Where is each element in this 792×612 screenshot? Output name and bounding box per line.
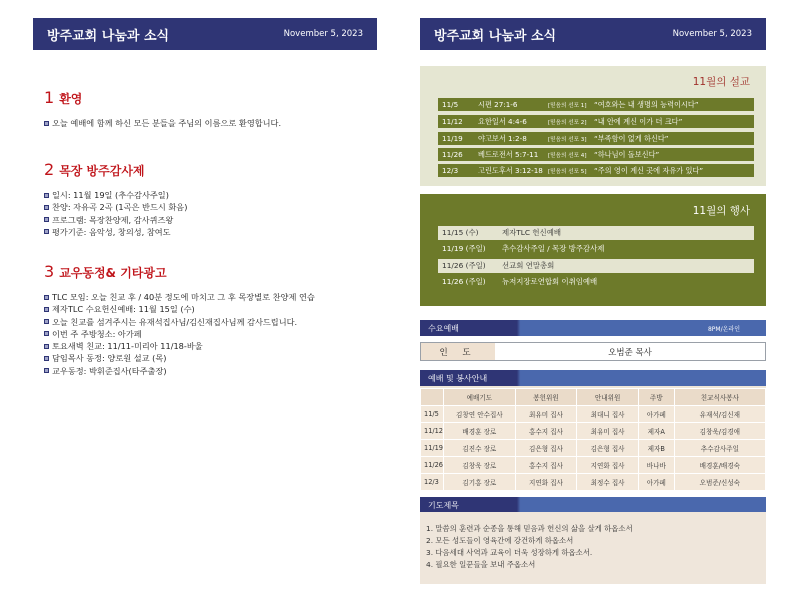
bullet-icon xyxy=(44,229,49,234)
sermon-series: [믿음의 선포 4] xyxy=(548,152,587,159)
sermon-row xyxy=(438,98,754,111)
bullet-icon xyxy=(44,307,49,312)
sermon-title: “하나님이 돌보신다” xyxy=(594,149,660,159)
table-cell: 최대니 집사 xyxy=(577,406,639,423)
table-cell: 아가페 xyxy=(638,406,674,423)
sermon-series: [믿음의 선포 3] xyxy=(548,136,587,143)
bullet-icon xyxy=(44,205,49,210)
event-description: 추수감사주일 / 목장 방주감사제 xyxy=(502,244,605,254)
sermon-date: 11/19 xyxy=(442,134,463,143)
section-title xyxy=(44,262,374,281)
sermon-scripture: 시편 27:1-6 xyxy=(478,99,518,109)
table-row xyxy=(421,423,766,440)
prayer-list xyxy=(420,523,633,571)
section-welcome xyxy=(44,88,374,129)
sermon-date: 11/26 xyxy=(442,150,463,159)
midweek-time: 8PM/온라인 xyxy=(707,325,740,333)
table-cell: 최정수 집사 xyxy=(577,474,639,491)
table-cell: 김창연 안수집사 xyxy=(444,406,516,423)
column-header: 예배기도 xyxy=(444,389,516,406)
table-cell: 오범준/신성숙 xyxy=(674,474,765,491)
column-header-date xyxy=(421,389,444,406)
list-item: 담임목사 동정: 양로원 설교 (목) xyxy=(44,352,374,364)
list-item: 오늘 친교를 섬겨주시는 유재석집사님/김신재집사님께 감사드립니다. xyxy=(44,316,374,328)
right-header-date: November 5, 2023 xyxy=(672,29,752,39)
sermon-series: [믿음의 선포 5] xyxy=(548,168,587,175)
list-item: 일시: 11월 19일 (추수감사주일) xyxy=(44,189,374,201)
sermon-scripture: 야고보서 1:2-8 xyxy=(478,133,527,143)
table-cell: 아가페 xyxy=(638,474,674,491)
bullet-icon xyxy=(44,356,49,361)
right-header xyxy=(420,18,766,50)
section-number: 1 xyxy=(44,88,55,107)
table-row xyxy=(421,457,766,474)
table-row xyxy=(421,406,766,423)
table-cell: 김창욱 장로 xyxy=(444,457,516,474)
table-row xyxy=(421,474,766,491)
midweek-leader-name: 오범준 목사 xyxy=(608,347,652,358)
list-item: 이번 주 주방청소: 아가페 xyxy=(44,328,374,340)
list-item: 교우동정: 박휘준집사(타주출장) xyxy=(44,365,374,377)
section-thanksgiving xyxy=(44,160,374,238)
midweek-leader-label: 인 도 xyxy=(421,343,495,360)
table-cell-date: 11/12 xyxy=(421,423,444,440)
section-heading: 환영 xyxy=(59,92,83,106)
worship-table-wrap xyxy=(420,386,766,490)
table-cell: 김은형 집사 xyxy=(515,440,577,457)
table-cell: 제자A xyxy=(638,423,674,440)
column-header: 주방 xyxy=(638,389,674,406)
list-item: 제자TLC 수요헌신예배: 11월 15일 (수) xyxy=(44,303,374,315)
event-row xyxy=(438,259,754,273)
section-title xyxy=(44,160,374,179)
sermon-series: [믿음의 선포 1] xyxy=(548,102,587,109)
section-number: 3 xyxy=(44,262,55,281)
bullet-icon xyxy=(44,295,49,300)
sermon-schedule xyxy=(420,66,766,186)
sermon-scripture: 베드로전서 5:7-11 xyxy=(478,149,539,159)
table-cell: 지연화 집사 xyxy=(515,474,577,491)
sermon-date: 12/3 xyxy=(442,166,459,175)
prayer-item: 2. 모든 성도들이 영육간에 강건하게 하옵소서 xyxy=(426,536,574,545)
table-cell: 바나바 xyxy=(638,457,674,474)
prayer-item: 4. 필요한 일꾼들을 보내 주옵소서 xyxy=(426,560,536,569)
section-number: 2 xyxy=(44,160,55,179)
sermon-scripture: 요한일서 4:4-6 xyxy=(478,116,527,126)
bullet-icon xyxy=(44,121,49,126)
sermon-row xyxy=(438,148,754,161)
table-cell: 지연화 집사 xyxy=(577,457,639,474)
list-item: 오늘 예배에 함께 하신 모든 분들을 주님의 이름으로 환영합니다. xyxy=(44,117,374,129)
column-header: 친교식사봉사 xyxy=(674,389,765,406)
section-heading: 목장 방주감사제 xyxy=(59,164,145,178)
sermon-row xyxy=(438,164,754,177)
bullet-icon xyxy=(44,319,49,324)
sermon-title: “부족함이 없게 하신다” xyxy=(594,133,669,143)
midweek-leader-row xyxy=(420,342,766,361)
prayer-title: 기도제목 xyxy=(428,500,459,510)
prayer-item: 1. 말씀의 훈련과 순종을 통해 믿음과 헌신의 삶을 살게 하옵소서 xyxy=(426,524,633,533)
midweek-header xyxy=(420,320,766,336)
list-item: 토요새벽 친교: 11/11-미리아 11/18-바울 xyxy=(44,340,374,352)
table-header-row xyxy=(421,389,766,406)
right-page xyxy=(396,0,792,612)
event-description: 뉴저지장로연합회 이취임예배 xyxy=(502,277,598,287)
table-cell: 김진수 장로 xyxy=(444,440,516,457)
bullet-icon xyxy=(44,368,49,373)
table-cell: 추수감사주일 xyxy=(674,440,765,457)
sermon-scripture: 고린도후서 3:12-18 xyxy=(478,165,543,175)
list-item: 찬양: 자유곡 2곡 (1곡은 반드시 화음) xyxy=(44,201,374,213)
section-news xyxy=(44,262,374,377)
table-cell: 최유미 집사 xyxy=(577,423,639,440)
table-cell-date: 11/19 xyxy=(421,440,444,457)
column-header: 봉헌위원 xyxy=(515,389,577,406)
worship-table xyxy=(420,388,766,491)
prayer-header xyxy=(420,497,766,513)
table-cell-date: 11/26 xyxy=(421,457,444,474)
left-header-date: November 5, 2023 xyxy=(283,29,363,39)
table-cell: 최유미 집사 xyxy=(515,406,577,423)
list-item: TLC 모임: 오늘 친교 후 / 40분 정도에 마치고 그 후 목장별로 찬양제 연습 xyxy=(44,291,374,303)
event-row xyxy=(438,242,754,256)
sermon-row xyxy=(438,132,754,145)
section-heading: 교우동정& 기타광고 xyxy=(59,266,167,280)
bullet-icon xyxy=(44,217,49,222)
table-cell: 김은형 집사 xyxy=(577,440,639,457)
table-cell: 제자B xyxy=(638,440,674,457)
section-title xyxy=(44,88,374,107)
sermon-series: [믿음의 선포 2] xyxy=(548,119,587,126)
table-cell: 배경훈/배경숙 xyxy=(674,457,765,474)
worship-title: 예배 및 봉사안내 xyxy=(428,373,488,383)
events-schedule-title: 11월의 행사 xyxy=(692,205,750,217)
bullet-icon xyxy=(44,193,49,198)
list-item: 평가기준: 음악성, 창의성, 참여도 xyxy=(44,226,374,238)
table-cell: 홍수지 집사 xyxy=(515,457,577,474)
table-cell: 김기홍 장로 xyxy=(444,474,516,491)
table-row xyxy=(421,440,766,457)
sermon-title: “여호와는 내 생명의 능력이시다” xyxy=(594,99,699,109)
prayer-item: 3. 다음세대 사역과 교육이 더욱 성장하게 하옵소서. xyxy=(426,548,593,557)
sermon-title: “내 안에 계신 이가 더 크다” xyxy=(594,116,683,126)
worship-header xyxy=(420,370,766,386)
event-date: 11/19 (주일) xyxy=(442,244,486,254)
sermon-schedule-title: 11월의 설교 xyxy=(692,76,750,88)
table-cell: 유재석/김신재 xyxy=(674,406,765,423)
prayer-list-box xyxy=(420,512,766,584)
bullet-icon xyxy=(44,344,49,349)
event-row xyxy=(438,226,754,240)
table-cell: 배경훈 장로 xyxy=(444,423,516,440)
left-header-title: 방주교회 나눔과 소식 xyxy=(47,28,170,44)
table-cell-date: 11/5 xyxy=(421,406,444,423)
left-header xyxy=(33,18,377,50)
sermon-title: “주의 영이 계신 곳에 자유가 있다” xyxy=(594,165,704,175)
list-item: 프로그램: 목장찬양제, 감사퀴즈왕 xyxy=(44,214,374,226)
event-row xyxy=(438,275,754,289)
event-description: 선교회 연말총회 xyxy=(502,261,555,271)
bullet-icon xyxy=(44,331,49,336)
event-date: 11/26 (주일) xyxy=(442,277,486,287)
sermon-date: 11/5 xyxy=(442,100,459,109)
table-cell: 홍수지 집사 xyxy=(515,423,577,440)
event-description: 제자TLC 헌신예배 xyxy=(502,228,561,238)
sermon-date: 11/12 xyxy=(442,117,463,126)
table-cell: 김창욱/김경애 xyxy=(674,423,765,440)
table-cell-date: 12/3 xyxy=(421,474,444,491)
events-schedule xyxy=(420,194,766,306)
sermon-row xyxy=(438,115,754,128)
event-date: 11/15 (수) xyxy=(442,228,479,238)
column-header: 안내위원 xyxy=(577,389,639,406)
midweek-title: 수요예배 xyxy=(428,323,459,333)
event-date: 11/26 (주일) xyxy=(442,261,486,271)
right-header-title: 방주교회 나눔과 소식 xyxy=(434,28,557,44)
